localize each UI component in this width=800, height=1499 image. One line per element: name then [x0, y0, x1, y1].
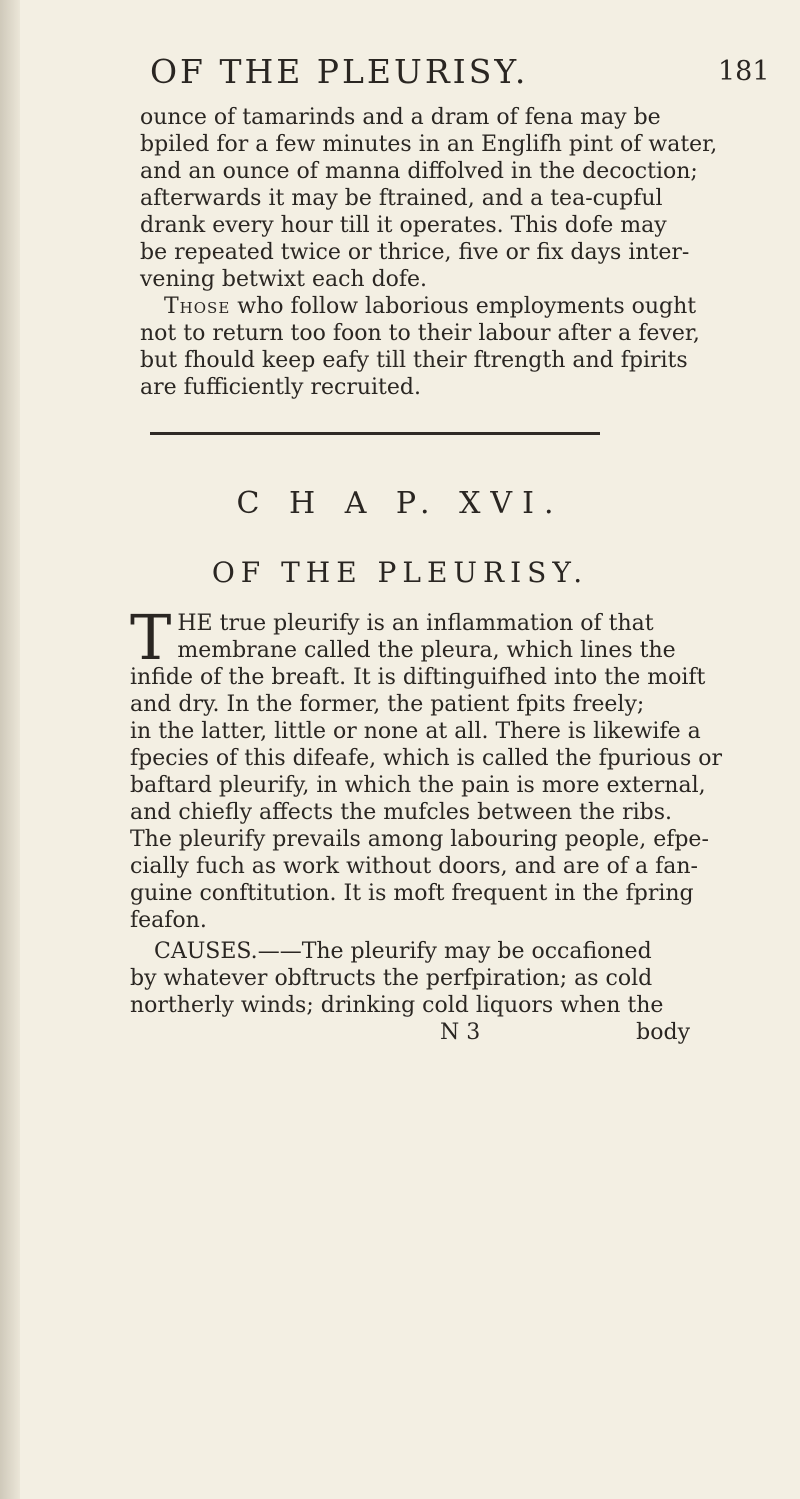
text-line: bpiled for a few minutes in an Englifh pint of water,	[140, 132, 718, 157]
chapter-title: OF THE PLEURISY.	[211, 556, 589, 589]
text-line: by whatever obftructs the perfpiration; as cold	[130, 966, 653, 991]
text-line: be repeated twice or thrice, five or fix days inter-	[140, 240, 690, 265]
chapter-number: C H A P. XVI.	[236, 486, 564, 521]
running-head: OF THE PLEURISY.	[150, 52, 529, 91]
text-fragment: who follow laborious employments ought	[230, 294, 697, 319]
text-line: but fhould keep eafy till their ftrength and fpirits	[140, 348, 688, 373]
paragraph-causes	[130, 938, 700, 1019]
text-line: afterwards it may be ftrained, and a tea-cupful	[140, 186, 663, 211]
text-line: northerly winds; drinking cold liquors when the	[130, 993, 664, 1018]
text-line: guine conftitution. It is moft frequent in the fpring	[130, 881, 694, 906]
paragraph-labour	[140, 293, 700, 401]
text-line: HE true pleurify is an inflammation of that	[177, 611, 654, 636]
text-line: and an ounce of manna diffolved in the decoction;	[140, 159, 698, 184]
smallcaps-word: Those	[164, 294, 231, 319]
section-rule	[150, 432, 600, 435]
text-line: infide of the breaft. It is diftinguifhed into the moift	[130, 665, 706, 690]
page-footer	[130, 1020, 700, 1050]
text-line: membrane called the pleura, which lines the	[177, 638, 676, 663]
text-line: ounce of tamarinds and a dram of fena may be	[140, 105, 661, 130]
page-gutter	[0, 0, 20, 1499]
text-line: cially fuch as work without doors, and are of a fan-	[130, 854, 698, 879]
text-line	[140, 293, 697, 320]
text-line: in the latter, little or none at all. There is likewife a	[130, 719, 701, 744]
page-header	[0, 52, 800, 92]
text-fragment: ——The pleurify may be occafioned	[257, 939, 652, 964]
paragraph-dose	[140, 104, 718, 293]
drop-cap: T	[130, 601, 172, 674]
text-line: drank every hour till it operates. This dofe may	[140, 213, 667, 238]
text-line: not to return too foon to their labour after a fever,	[140, 321, 700, 346]
text-line: baftard pleurify, in which the pain is more external,	[130, 773, 706, 798]
text-line: and chiefly affects the mufcles between the ribs.	[130, 800, 672, 825]
text-line: fpecies of this difeafe, which is called the fpurious or	[130, 746, 723, 771]
page-number: 181	[718, 56, 770, 87]
catchword: body	[636, 1020, 690, 1045]
signature-mark: N 3	[440, 1020, 481, 1045]
text-line: The pleurify prevails among labouring people, efpe-	[130, 827, 709, 852]
paragraph-pleurisy	[130, 601, 723, 934]
text-line: feafon.	[130, 908, 207, 933]
text-line: are fufficiently recruited.	[140, 375, 421, 400]
text-line: vening betwixt each dofe.	[140, 267, 428, 292]
text-line: and dry. In the former, the patient fpits freely;	[130, 692, 645, 717]
causes-label: CAUSES.	[154, 939, 258, 964]
text-line	[130, 938, 700, 965]
